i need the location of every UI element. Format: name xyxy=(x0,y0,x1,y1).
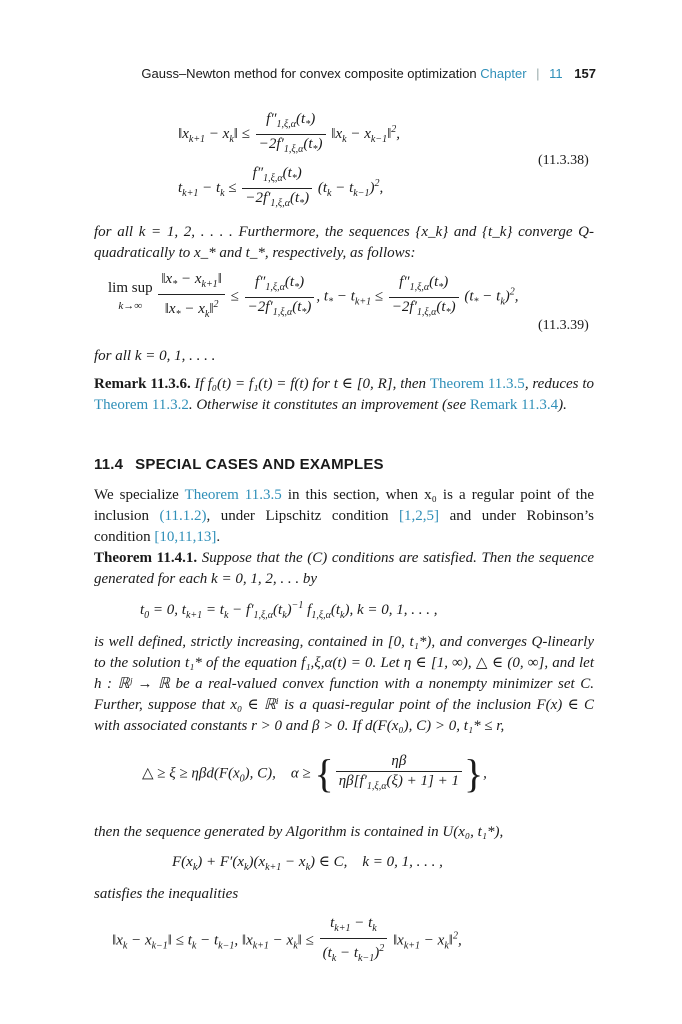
link-theorem-11-3-5[interactable]: Theorem 11.3.5 xyxy=(429,376,525,392)
intro-text-4: and under Robinson’s condition xyxy=(94,508,595,545)
intro-text-1: We specialize xyxy=(94,487,179,503)
header-separator: | xyxy=(536,66,540,81)
link-ref-10-11-13[interactable]: [10,11,13] xyxy=(154,529,217,545)
intro-text-5: . xyxy=(216,529,221,545)
paragraph-for-all-k: for all k = 0, 1, . . . . xyxy=(94,348,216,364)
link-remark-11-3-4[interactable]: Remark 11.3.4 xyxy=(469,397,559,413)
remark-label: Remark 11.3.6. xyxy=(94,376,191,392)
equation-number-11-3-39: (11.3.39) xyxy=(538,318,589,333)
equation-number-11-3-38: (11.3.38) xyxy=(538,153,589,168)
chapter-number: 11 xyxy=(549,66,563,81)
paragraph-intro xyxy=(94,485,594,548)
link-theorem-11-3-5-intro[interactable]: Theorem 11.3.5 xyxy=(184,487,282,503)
equation-11-3-39: lim sup k→∞ $\frac{‖x_* - x_{k+1}‖}{‖x_* - x_k‖^2}$ ≤ $\frac{f''_{1,\xi,\alpha}(t_*)}{-2f'_{1,\xi,\alpha}(t_*)}$ , $t_* - t_{k+1}$ ≤ $\frac{f''_{1,\xi,\alpha}(t_*)}{-2f'_{1,\xi,\alpha}(t_*)}$ $(t_* - t_k)^2$, xyxy=(108,270,519,324)
chapter-label: Chapter xyxy=(480,66,527,81)
theorem-text-1: Suppose that the (C) conditions are satisfied. Then the sequence generated for each k = 0, 1, 2, . . . by xyxy=(94,550,595,587)
remark-text-3: . Otherwise it constitutes an improvement (see xyxy=(188,397,467,413)
equation-11-3-38-line2: $t_{k+1} - t_k$ ≤ $\frac{f''_{1,\xi,\alpha}(t_*)}{-2f'_{1,\xi,\alpha}(t_*)}$ $(t_k - t_{k-1})^2$, xyxy=(178,164,383,213)
equation-algorithm-step: $F(x_k) + F'(x_k)(x_{k+1} - x_k)$ ∈ C, k = 0, 1, . . . , xyxy=(172,854,443,873)
theorem-11-4-1-intro xyxy=(94,548,594,590)
link-eq-11-1-2[interactable]: (11.1.2) xyxy=(159,508,207,524)
remark-text-1: If f₀(t) = f₁(t) = f(t) for t ∈ [0, R], then xyxy=(194,376,427,392)
theorem-text-body: is well defined, strictly increasing, contained in [0, t₁*), and converges Q-linearly to the solution t₁* of the equation f₁,ξ,α(t) = 0. Let η ∈ [1, ∞), △ ∈ (0, ∞], and let h : ℝʲ → ℝ be a real-valued convex function with a nonempty minimizer set C. Further, suppose that x₀ ∈ ℝⁱ is a quasi-regular point of the inclusion F(x) ∈ C with associated constants r > 0 and β > 0. If d(F(x₀), C) > 0, t₁* ≤ r, xyxy=(94,634,594,734)
link-theorem-11-3-2[interactable]: Theorem 11.3.2 xyxy=(94,397,189,413)
intro-text-3: , under Lipschitz condition xyxy=(206,508,389,524)
theorem-label: Theorem 11.4.1. xyxy=(94,550,198,566)
section-title: SPECIAL CASES AND EXAMPLES xyxy=(135,456,384,473)
equation-11-3-38-line1: $‖x_{k+1}$ − $x_k‖$ ≤ $\frac{f''_{1,\xi,\alpha}(t_*)}{-2f'_{1,\xi,\alpha}(t_*)}$ $‖x_k$ − $x_{k-1}‖^2$, xyxy=(178,110,400,159)
theorem-text-satisfies: satisfies the inequalities xyxy=(94,886,239,902)
intro-text-2: in this section, when x₀ is a regular point of the inclusion xyxy=(94,487,595,524)
running-header xyxy=(0,66,596,81)
link-ref-1-2-5[interactable]: [1,2,5] xyxy=(399,508,440,524)
section-heading xyxy=(94,456,384,473)
page-number: 157 xyxy=(574,66,596,81)
equation-sequence-tk: $t_0 = 0$, $t_{k+1} = t_k - f'_{1,\xi,\alpha}(t_k)^{-1}$ $f_{1,\xi,\alpha}(t_k)$, k = 0, 1, . . . , xyxy=(140,600,438,621)
remark-text-2: , reduces to xyxy=(524,376,594,392)
section-number: 11.4 xyxy=(94,456,124,473)
equation-conditions: △ ≥ $\xi \ge \eta\beta d(F(x_0)$, C), α ≥ { $\frac{\eta\beta}{\eta\beta[f'_{1,\xi,\alpha}(\xi) + 1] + 1}$ }, xyxy=(142,751,487,796)
paragraph-convergence: for all k = 1, 2, . . . . Furthermore, the sequences {x_k} and {t_k} converge Q-quadratically to x_* and t_*, respectively, as follows: xyxy=(94,224,594,261)
running-title: Gauss–Newton method for convex composite optimization xyxy=(141,66,477,81)
remark-11-3-6 xyxy=(94,374,594,416)
remark-text-4: ). xyxy=(558,397,567,413)
equation-inequalities: $‖x_k$ − $x_{k-1}‖ \le t_k - t_{k-1}$, $‖x_{k+1}$ − $x_k‖$ ≤ $\frac{t_{k+1} - t_k}{(t_k - t_{k-1})^2}$ $‖x_{k+1}$ − $x_k‖^2$, xyxy=(112,914,462,968)
theorem-text-contained: then the sequence generated by Algorithm is contained in U(x₀, t₁*), xyxy=(94,824,504,840)
